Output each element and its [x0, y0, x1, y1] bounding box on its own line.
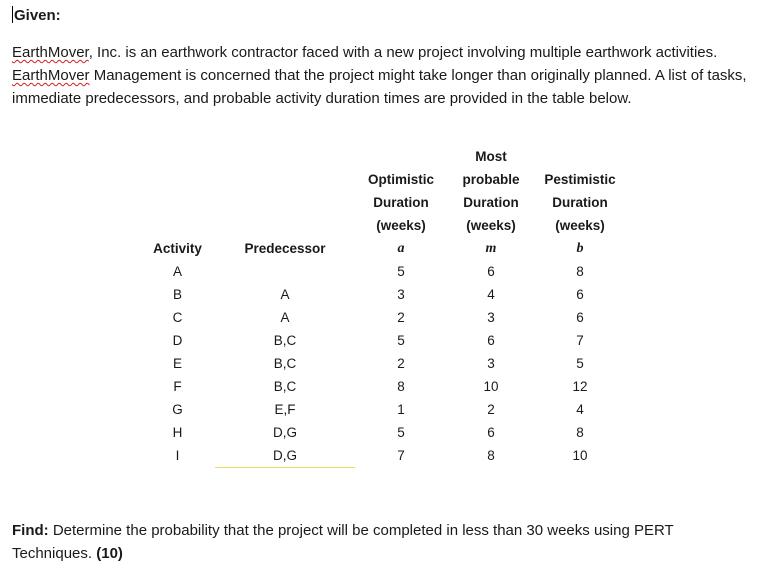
header-cell-predecessor — [215, 191, 355, 214]
header-cell-pessimistic: Pestimistic — [544, 172, 616, 187]
header-cell-predecessor — [215, 168, 355, 191]
cell-pessimistic: 8 — [576, 264, 584, 279]
cell-predecessor: B,C — [273, 356, 297, 371]
given-label: Given: — [14, 7, 61, 24]
header-cell-activity — [140, 168, 215, 191]
cell-optimistic: 8 — [397, 379, 405, 394]
pert-activity-table — [140, 145, 625, 468]
table-row — [140, 352, 625, 375]
header-row — [140, 214, 625, 237]
company-name-2: EarthMover — [12, 67, 90, 84]
cell-most-probable: 6 — [487, 333, 495, 348]
header-cell-most-probable: Most — [475, 149, 507, 164]
header-cell-optimistic: a — [397, 240, 405, 256]
given-heading — [12, 6, 61, 26]
cell-optimistic: 1 — [397, 402, 405, 417]
header-cell-optimistic: Optimistic — [367, 172, 434, 187]
find-points: (10) — [96, 545, 123, 562]
cell-most-probable: 3 — [487, 356, 495, 371]
find-text: Determine the probability that the project will be completed in less than 30 weeks using PERT Techniques. — [12, 522, 674, 562]
find-statement — [12, 519, 747, 565]
cell-predecessor: D,G — [215, 444, 355, 468]
company-name-1: EarthMover — [12, 44, 89, 61]
table-row — [140, 398, 625, 421]
cell-pessimistic: 6 — [576, 287, 584, 302]
cell-optimistic: 2 — [397, 310, 405, 325]
cell-optimistic: 2 — [397, 356, 405, 371]
cell-pessimistic: 6 — [576, 310, 584, 325]
header-cell-optimistic: Duration — [373, 195, 429, 210]
cell-most-probable: 4 — [487, 287, 495, 302]
header-row — [140, 191, 625, 214]
cell-most-probable: 2 — [487, 402, 495, 417]
table-row — [140, 260, 625, 283]
cell-activity: I — [175, 448, 180, 464]
cell-most-probable: 3 — [487, 310, 495, 325]
cell-activity: D — [172, 333, 183, 348]
table-header — [140, 145, 625, 260]
header-cell-optimistic: (weeks) — [376, 218, 426, 233]
cell-activity: G — [172, 402, 183, 417]
header-row — [140, 237, 625, 260]
header-cell-activity — [140, 214, 215, 237]
header-cell-most-probable: (weeks) — [466, 218, 516, 233]
cell-pessimistic: 4 — [576, 402, 584, 417]
header-cell-predecessor: Predecessor — [244, 241, 326, 256]
cell-most-probable: 6 — [487, 425, 495, 440]
header-cell-most-probable: probable — [462, 172, 520, 187]
header-cell-predecessor — [215, 145, 355, 168]
table-row — [140, 283, 625, 306]
header-cell-pessimistic: Duration — [552, 195, 608, 210]
cell-pessimistic: 5 — [576, 356, 584, 371]
header-cell-optimistic — [355, 145, 447, 168]
table-row — [140, 329, 625, 352]
cell-pessimistic: 8 — [576, 425, 584, 440]
cell-pessimistic: 10 — [572, 448, 588, 464]
cell-optimistic: 3 — [397, 287, 405, 302]
header-row — [140, 168, 625, 191]
paragraph-text-2: Management is concerned that the project might take longer than originally planned. A list of tasks, immediate predecessors, and probable activity duration times are provided in the table below. — [12, 67, 747, 107]
table-row — [140, 444, 625, 468]
cell-predecessor — [215, 260, 355, 283]
cell-predecessor: B,C — [273, 379, 297, 394]
header-cell-activity: Activity — [153, 241, 202, 256]
table-row — [140, 375, 625, 398]
header-cell-activity — [140, 145, 215, 168]
cell-activity: B — [172, 287, 182, 302]
header-cell-pessimistic: b — [576, 240, 584, 256]
cell-pessimistic: 12 — [572, 379, 588, 394]
find-label: Find: — [12, 522, 49, 539]
header-cell-activity — [140, 191, 215, 214]
cell-predecessor: A — [280, 287, 290, 302]
table-row — [140, 421, 625, 444]
cell-most-probable: 10 — [483, 379, 499, 394]
header-cell-most-probable: m — [485, 240, 497, 256]
cell-predecessor: B,C — [273, 333, 297, 348]
cell-activity: C — [172, 310, 183, 325]
cell-activity: F — [173, 379, 182, 394]
header-row — [140, 145, 625, 168]
header-cell-predecessor — [215, 214, 355, 237]
cell-pessimistic: 7 — [576, 333, 584, 348]
header-cell-pessimistic: (weeks) — [555, 218, 605, 233]
header-cell-pessimistic — [535, 145, 625, 168]
cell-activity: E — [172, 356, 182, 371]
cell-most-probable: 6 — [487, 264, 495, 279]
text-cursor — [12, 6, 13, 23]
cell-predecessor: D,G — [272, 425, 297, 440]
cell-most-probable: 8 — [487, 448, 495, 464]
header-cell-most-probable: Duration — [463, 195, 519, 210]
cell-optimistic: 5 — [397, 264, 405, 279]
cell-activity: A — [172, 264, 182, 279]
paragraph-text-1: , Inc. is an earthwork contractor faced with a new project involving multiple earthwork activities. — [88, 44, 718, 61]
cell-optimistic: 7 — [397, 448, 405, 464]
cell-optimistic: 5 — [397, 425, 405, 440]
cell-predecessor: A — [280, 310, 290, 325]
problem-paragraph — [12, 41, 747, 110]
table-row — [140, 306, 625, 329]
cell-optimistic: 5 — [397, 333, 405, 348]
cell-activity: H — [172, 425, 183, 440]
cell-predecessor: E,F — [274, 402, 296, 417]
table-body — [140, 260, 625, 468]
